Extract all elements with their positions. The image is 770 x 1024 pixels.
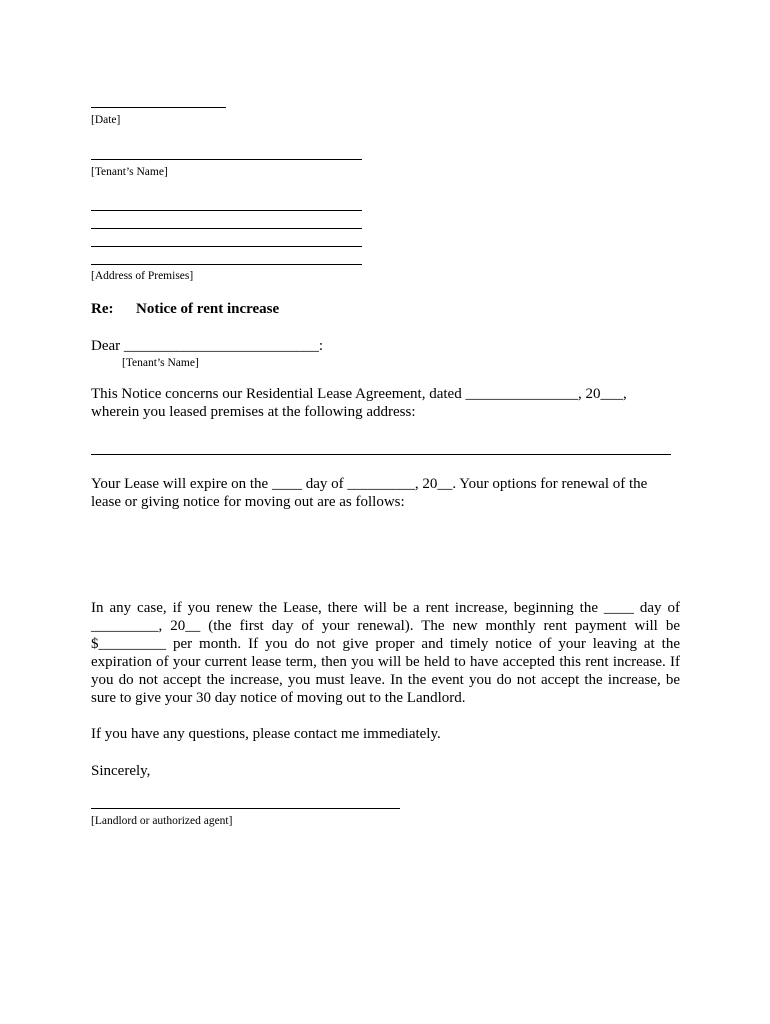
paragraph-lease-expire-line2: lease or giving notice for moving out are as follows: — [91, 494, 405, 510]
signature-label: [Landlord or authorized agent] — [91, 815, 233, 827]
tenant-name-label: [Tenant’s Name] — [91, 166, 168, 178]
salutation-name-label: [Tenant’s Name] — [122, 357, 199, 369]
paragraph-rent-increase: In any case, if you renew the Lease, there will be a rent increase, beginning the ____ day of _________, 20__ (the first day of your renewal). The new monthly rent payment will be $_________ per month. If you do not give proper and timely notice of your leaving at the expiration of your current lease term, then you will be held to have accepted this rent increase. If you do not accept the increase, you must leave. In the event you do not accept the increase, be sure to give your 30 day notice of moving out to the Landlord. — [91, 600, 680, 706]
address-line-2[interactable] — [91, 228, 362, 229]
address-label: [Address of Premises] — [91, 270, 194, 282]
address-line-4[interactable] — [91, 264, 362, 265]
salutation: Dear __________________________: — [91, 338, 324, 354]
date-line[interactable] — [91, 107, 226, 108]
paragraph-lease-expire-line1: Your Lease will expire on the ____ day of _________, 20__. Your options for renewal of the — [91, 476, 648, 492]
closing-sincerely: Sincerely, — [91, 763, 151, 779]
address-line-3[interactable] — [91, 246, 362, 247]
tenant-name-line[interactable] — [91, 159, 362, 160]
paragraph-lease-agreement-line2: wherein you leased premises at the following address: — [91, 404, 416, 420]
premises-address-line[interactable] — [91, 454, 671, 455]
paragraph-contact: If you have any questions, please contact me immediately. — [91, 726, 441, 742]
paragraph-lease-agreement-line1: This Notice concerns our Residential Lease Agreement, dated _______________, 20___, — [91, 386, 627, 402]
signature-line[interactable] — [91, 808, 400, 809]
date-label: [Date] — [91, 114, 121, 126]
re-label: Re: — [91, 301, 114, 317]
address-line-1[interactable] — [91, 210, 362, 211]
notice-title: Notice of rent increase — [136, 301, 280, 317]
